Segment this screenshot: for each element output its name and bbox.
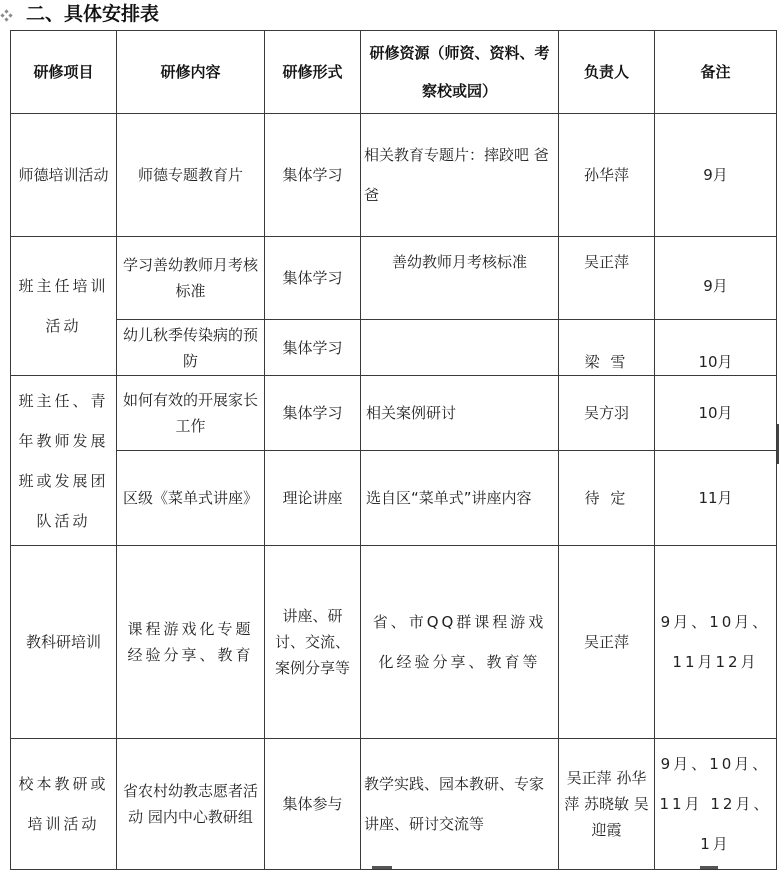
cell-owner: 吴正萍 — [559, 237, 655, 320]
column-header: 备注 — [655, 31, 777, 114]
cell-content: 师德专题教育片 — [117, 114, 265, 237]
cell-owner: 吴正萍 孙华萍 苏晓敏 吴迎霞 — [559, 739, 655, 870]
cell-note: 10月 — [655, 376, 777, 451]
table-row — [11, 451, 777, 546]
table-row — [11, 320, 777, 376]
cell-resource: 教学实践、园本教研、专家讲座、研讨交流等 — [361, 739, 559, 870]
column-header: 研修内容 — [117, 31, 265, 114]
column-header: 研修项目 — [11, 31, 117, 114]
cell-owner: 梁 雪 — [559, 320, 655, 376]
schedule-table — [10, 30, 777, 870]
column-header: 研修形式 — [265, 31, 361, 114]
cell-project: 班主任培训活动 — [11, 237, 117, 376]
cell-project: 师德培训活动 — [11, 114, 117, 237]
cell-form: 集体参与 — [265, 739, 361, 870]
table-row — [11, 376, 777, 451]
cell-content: 课程游戏化专题经验分享、教育 — [117, 546, 265, 739]
cell-note: 9月 — [655, 237, 777, 320]
cell-owner: 吴正萍 — [559, 546, 655, 739]
cell-note: 9月 — [655, 114, 777, 237]
cell-content: 学习善幼教师月考核标准 — [117, 237, 265, 320]
table-row — [11, 739, 777, 870]
table-header-row — [11, 31, 777, 114]
cell-form: 集体学习 — [265, 237, 361, 320]
column-header: 负责人 — [559, 31, 655, 114]
cell-form: 理论讲座 — [265, 451, 361, 546]
cell-resource: 省、市QQ群课程游戏化经验分享、教育等 — [361, 546, 559, 739]
cell-project: 班主任、青年教师发展班或发展团队活动 — [11, 376, 117, 546]
table-row — [11, 114, 777, 237]
cell-content: 幼儿秋季传染病的预防 — [117, 320, 265, 376]
cell-resource: 善幼教师月考核标准 — [361, 237, 559, 320]
cell-form: 集体学习 — [265, 320, 361, 376]
cell-resource: 相关案例研讨 — [361, 376, 559, 451]
table-row — [11, 237, 777, 320]
cell-content: 区级《菜单式讲座》 — [117, 451, 265, 546]
cell-note: 9月、10月、11月 12月、1月 — [655, 739, 777, 870]
cell-resource: 选自区“菜单式”讲座内容 — [361, 451, 559, 546]
cell-project: 校本教研或培训活动 — [11, 739, 117, 870]
cell-resource — [361, 320, 559, 376]
cell-form: 集体学习 — [265, 376, 361, 451]
section-heading: 二、具体安排表 — [26, 3, 160, 25]
cell-content: 省农村幼教志愿者活动 园内中心教研组 — [117, 739, 265, 870]
cell-owner: 待 定 — [559, 451, 655, 546]
cell-form: 讲座、研讨、交流、案例分享等 — [265, 546, 361, 739]
cell-form: 集体学习 — [265, 114, 361, 237]
cell-resource: 相关教育专题片：摔跤吧 爸爸 — [361, 114, 559, 237]
cell-note: 10月 — [655, 320, 777, 376]
cell-owner: 吴方羽 — [559, 376, 655, 451]
cell-content: 如何有效的开展家长工作 — [117, 376, 265, 451]
column-header: 研修资源（师资、资料、考察校或园） — [361, 31, 559, 114]
table-move-handle-icon[interactable] — [1, 10, 13, 22]
cell-note: 11月 — [655, 451, 777, 546]
row-resize-marker[interactable] — [777, 424, 779, 464]
cell-owner: 孙华萍 — [559, 114, 655, 237]
cell-project: 教科研培训 — [11, 546, 117, 739]
table-row — [11, 546, 777, 739]
cell-note: 9月、10月、11月12月 — [655, 546, 777, 739]
